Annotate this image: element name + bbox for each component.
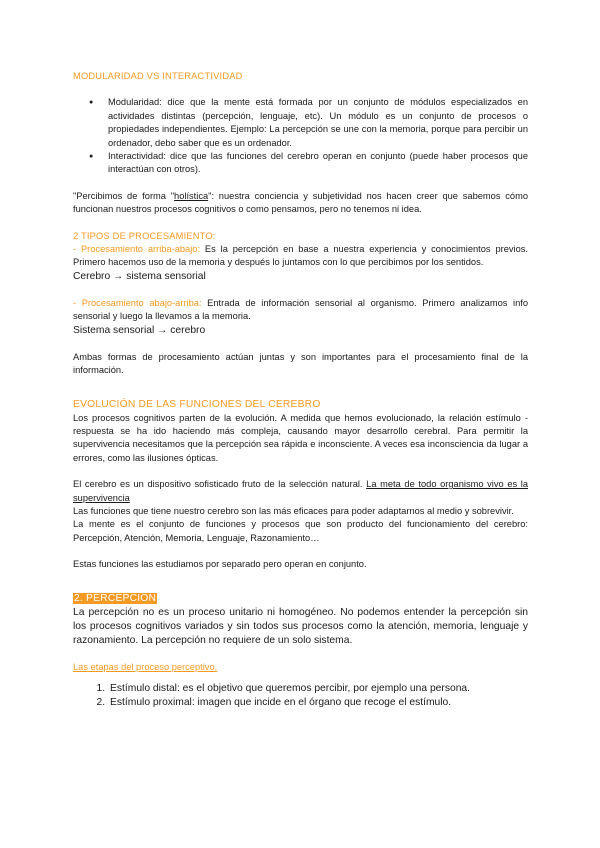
holistic-quote: "Percibimos de forma "holística": nuestra conciencia y subjetividad nos hacen creer que sabemos cómo funcionan nuestros procesos cognitivos o como pensamos, pero no tenemos ni idea. <box>73 190 528 215</box>
section-title-percepcion: 2. PERCEPCIÓN <box>74 592 157 604</box>
perception-intro: La percepción no es un proceso unitario ni homogéneo. No podemos entender la percepción sin los procesos cognitivos variados y sin todos sus procesos como la atención, memoria, lenguaje y razonamiento. La percepción no requiere de un solo sistema. <box>73 606 528 646</box>
bullet-list-modularidad <box>73 96 528 176</box>
top-down-flow: Cerebro → sistema sensorial <box>73 270 206 282</box>
both-paragraph: Ambas formas de procesamiento actúan juntas y son importantes para el procesamiento final de la información. <box>73 351 528 376</box>
holistic-word: holística <box>174 190 209 201</box>
bullet-term: Interactividad <box>108 151 164 162</box>
evolution-paragraph-2: El cerebro es un dispositivo sofisticado fruto de la selección natural. La meta de todo organismo vivo es la supervivencia <box>73 479 528 503</box>
survival-goal: La meta de todo organismo vivo es la supervivencia <box>73 479 528 503</box>
bottom-up-label: - Procesamiento abajo-arriba: <box>73 297 202 308</box>
list-item: 1. Estímulo distal: es el objetivo que queremos percibir, por ejemplo una persona. <box>108 682 528 696</box>
top-down-label: - Procesamiento arriba-abajo: <box>73 244 201 255</box>
list-item <box>108 96 528 150</box>
bullet-text: : dice que la mente está formada por un conjunto de módulos especializados en actividades distintas (percepción, lenguaje, etc). Un módulo es un conjunto de procesos o propiedades independientes. Ejemplo: La percepción se une con la memoria, porque para percibir un ordenador, debo saber que es un ordenador. <box>108 97 528 148</box>
evolution-paragraph-4: La mente es el conjunto de funciones y procesos que son producto del funcionamiento del cerebro: Percepción, Atención, Memoria, Lenguaje, Razonamiento… <box>73 519 528 543</box>
top-down-paragraph: - Procesamiento arriba-abajo: Es la percepción en base a nuestra experiencia y conocimientos previos. Primero hacemos uso de la memoria y después lo juntamos con lo que percibimos por los sentidos. <box>73 244 529 268</box>
evolution-paragraph-5: Estas funciones las estudiamos por separado pero operan en conjunto. <box>73 559 367 570</box>
evolution-paragraph-3: Las funciones que tiene nuestro cerebro son las más eficaces para poder adaptarnos al medio y sobrevivir. <box>73 505 514 516</box>
evolution-paragraph-1: Los procesos cognitivos parten de la evolución. A medida que hemos evolucionado, la relación estímulo - respuesta se ha ido haciendo más compleja, causando mayor desarrollo cerebral. Para permitir la supervivencia necesitamos que la percepción sea rápida e inconsciente. A veces esa inconsciencia da lugar a errores, como las ilusiones ópticas. <box>73 412 528 463</box>
bullet-term: Modularidad <box>108 97 160 108</box>
stages-list <box>73 682 528 710</box>
bottom-up-flow: Sistema sensorial → cerebro <box>73 324 206 336</box>
bottom-up-paragraph: - Procesamiento abajo-arriba: Entrada de información sensorial al organismo. Primero analizamos info sensorial y luego la llevamos a la memoria. <box>73 297 528 322</box>
section-title-modularidad: MODULARIDAD VS INTERACTIVIDAD <box>73 71 243 81</box>
section-title-procesamiento: 2 TIPOS DE PROCESAMIENTO: <box>73 230 216 241</box>
stages-title: Las etapas del proceso perceptivo. <box>73 661 218 672</box>
bullet-text: : dice que las funciones del cerebro operan en conjunto (puede haber procesos que interactúan con otros). <box>108 151 528 175</box>
section-title-evolucion: EVOLUCIÓN DE LAS FUNCIONES DEL CEREBRO <box>73 398 321 410</box>
list-item <box>108 150 528 177</box>
list-item: 2. Estímulo proximal: imagen que incide en el órgano que recoge el estímulo. <box>108 696 528 710</box>
